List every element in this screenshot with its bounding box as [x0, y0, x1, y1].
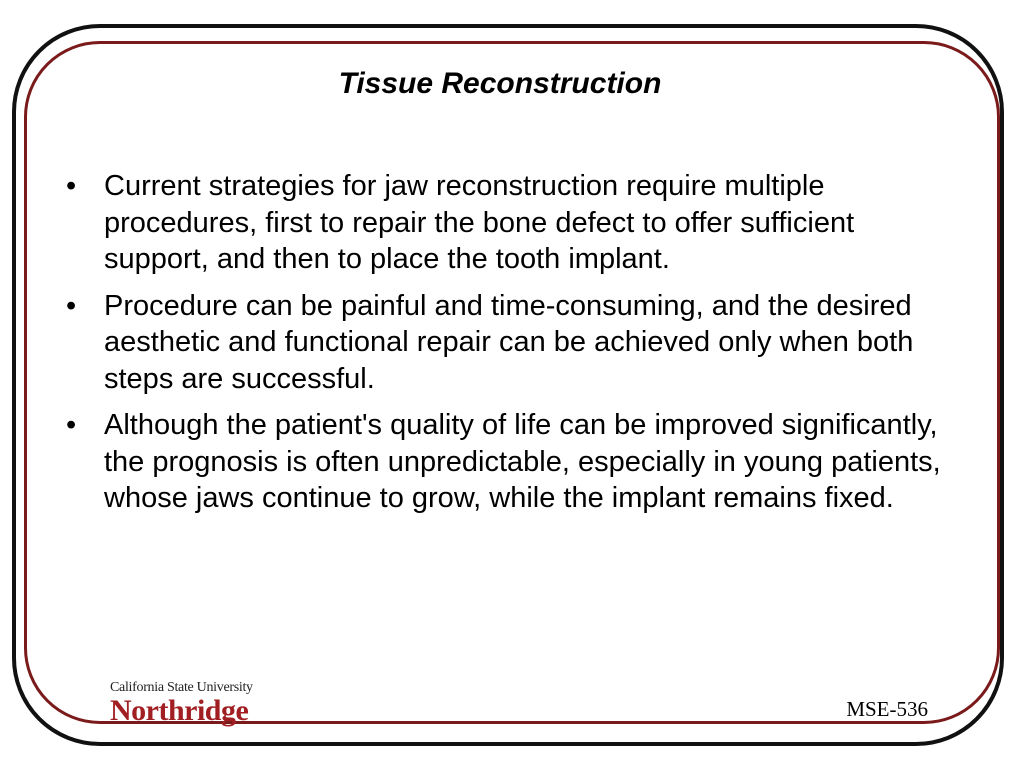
bullet-item — [60, 288, 955, 398]
bullet-icon: • — [66, 409, 77, 441]
university-logo — [110, 680, 260, 728]
bullet-item — [60, 168, 955, 278]
bullet-icon: • — [66, 289, 77, 322]
logo-university-line: California State University — [110, 680, 253, 695]
bullet-text: Current strategies for jaw reconstruction require multiple procedures, first to repair the bone defect to offer sufficient support, and then to place the tooth implant. — [104, 170, 855, 275]
slide-title: Tissue Reconstruction — [338, 67, 662, 100]
bullet-text: Although the patient's quality of life can be improved significantly, the prognosis is often unpredictable, especially in young patients, whose jaws continue to grow, while the implant remains fixed. — [104, 409, 941, 514]
bullet-icon: • — [66, 170, 77, 202]
bullet-text: Procedure can be painful and time-consuming, and the desired aesthetic and functional repair can be achieved only when both steps are successful. — [104, 289, 914, 395]
logo-campus-line: Northridge — [110, 694, 249, 727]
course-code: MSE-536 — [846, 697, 928, 721]
bullet-list — [60, 168, 955, 527]
bullet-item — [60, 407, 955, 517]
